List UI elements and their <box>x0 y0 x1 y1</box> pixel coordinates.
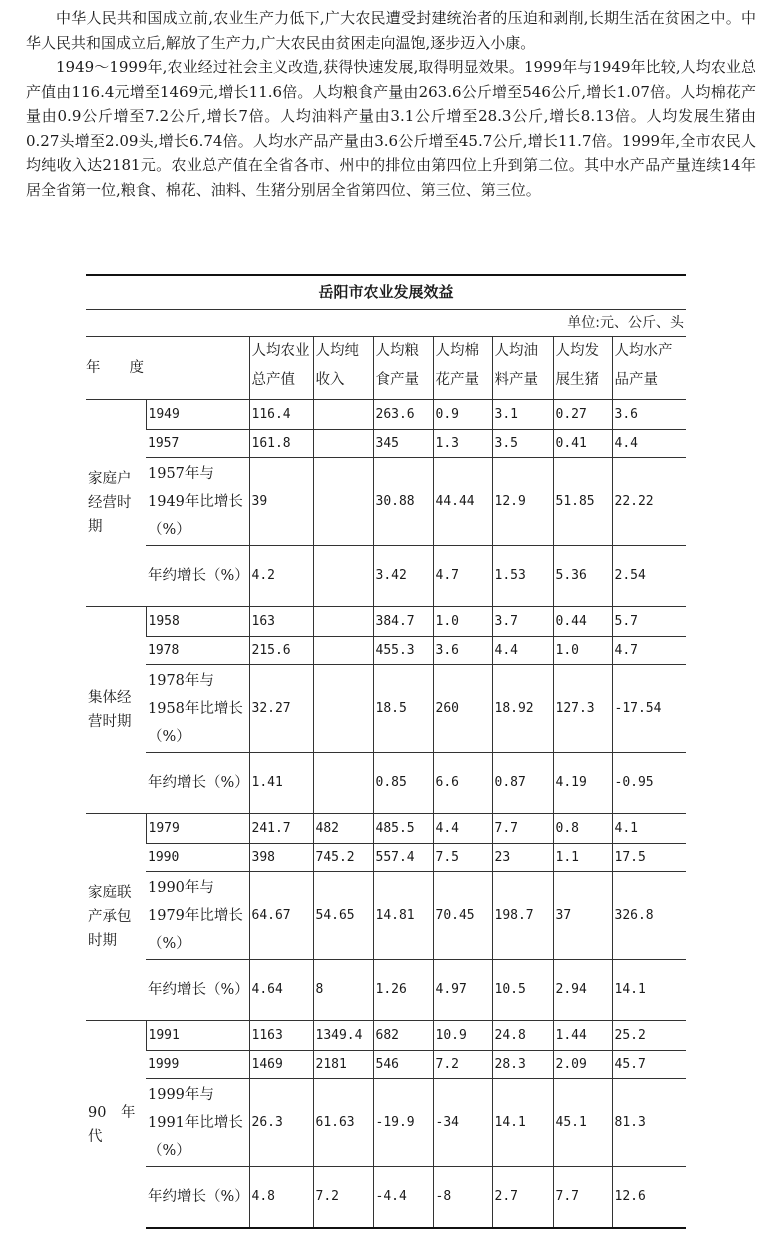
table-row <box>86 546 686 607</box>
table-cell: 2.7 <box>492 1167 553 1229</box>
row-label: 1979 <box>146 814 249 844</box>
table-row <box>86 665 686 753</box>
table-cell: 18.92 <box>492 665 553 753</box>
table-cell: 5.36 <box>553 546 612 607</box>
intro-paragraph-1: 中华人民共和国成立前,农业生产力低下,广大农民遭受封建统治者的压迫和剥削,长期生活在贫困之中。中华人民共和国成立后,解放了生产力,广大农民由贫困走向温饱,逐步迈入小康。 <box>26 9 756 52</box>
table-cell <box>313 665 373 753</box>
intro-text <box>26 6 756 202</box>
table-cell: 1349.4 <box>313 1021 373 1051</box>
table-cell: 26.3 <box>249 1079 313 1167</box>
table-cell: 1469 <box>249 1051 313 1079</box>
table-row <box>86 458 686 546</box>
table-cell: 17.5 <box>612 844 686 872</box>
table-cell: 0.44 <box>553 607 612 637</box>
table-cell: 22.22 <box>612 458 686 546</box>
row-label: 1978年与1958年比增长（%） <box>146 665 249 753</box>
table-cell: 260 <box>433 665 492 753</box>
intro-paragraph-2: 1949～1999年,农业经过社会主义改造,获得快速发展,取得明显效果。1999年与1949年比较,人均农业总产值由116.4元增至1469元,增长11.6倍。人均粮食产量由263.6公斤增至546公斤,增长1.07倍。人均棉花产量由0.9公斤增至7.2公斤,增长7倍。人均油料产量由3.1公斤增至28.3公斤,增长8.13倍。人均发展生猪由0.27头增至2.09头,增长6.74倍。人均水产品产量由3.6公斤增至45.7公斤,增长11.7倍。1999年,全市农民人均纯收入达2181元。农业总产值在全省各市、州中的排位由第四位上升到第二位。其中水产品产量连续14年居全省第一位,粮食、棉花、油料、生猪分别居全省第四位、第三位、第三位。 <box>26 58 756 199</box>
table-cell <box>313 753 373 814</box>
year-header: 年 度 <box>86 337 249 400</box>
table-cell: 4.19 <box>553 753 612 814</box>
table-header-row <box>86 337 686 400</box>
table-cell: 8 <box>313 960 373 1021</box>
table-cell: 37 <box>553 872 612 960</box>
table-cell <box>313 637 373 665</box>
table-cell: 455.3 <box>373 637 433 665</box>
table-cell: 10.9 <box>433 1021 492 1051</box>
row-label: 1991 <box>146 1021 249 1051</box>
table-cell: 0.27 <box>553 400 612 430</box>
table-cell: 1.0 <box>553 637 612 665</box>
table-cell: 14.1 <box>492 1079 553 1167</box>
table-cell: 18.5 <box>373 665 433 753</box>
table-cell: -0.95 <box>612 753 686 814</box>
table-cell: 2.09 <box>553 1051 612 1079</box>
table-cell: 1.0 <box>433 607 492 637</box>
column-header: 人均棉花产量 <box>433 337 492 400</box>
column-header: 人均农业总产值 <box>249 337 313 400</box>
column-header: 人均发展生猪 <box>553 337 612 400</box>
table-cell: 7.7 <box>553 1167 612 1229</box>
table-cell: 14.81 <box>373 872 433 960</box>
table-cell <box>313 458 373 546</box>
table-cell: 198.7 <box>492 872 553 960</box>
table-cell: 241.7 <box>249 814 313 844</box>
table-cell: 546 <box>373 1051 433 1079</box>
table-cell: 51.85 <box>553 458 612 546</box>
table-cell: 28.3 <box>492 1051 553 1079</box>
row-label: 年约增长（%） <box>146 753 249 814</box>
table-cell: 2.94 <box>553 960 612 1021</box>
table-cell: 4.2 <box>249 546 313 607</box>
table-cell: 25.2 <box>612 1021 686 1051</box>
table-cell: 64.67 <box>249 872 313 960</box>
table-cell: 0.85 <box>373 753 433 814</box>
table-cell: 54.65 <box>313 872 373 960</box>
table-cell: 39 <box>249 458 313 546</box>
table-cell: 1.53 <box>492 546 553 607</box>
table-cell: 4.4 <box>612 430 686 458</box>
table-row <box>86 844 686 872</box>
table-cell <box>313 546 373 607</box>
table-row <box>86 814 686 844</box>
row-label: 年约增长（%） <box>146 960 249 1021</box>
table-row <box>86 1021 686 1051</box>
table-cell: 557.4 <box>373 844 433 872</box>
table-cell: 3.6 <box>612 400 686 430</box>
table-cell: 485.5 <box>373 814 433 844</box>
table-cell: 745.2 <box>313 844 373 872</box>
table-row <box>86 1051 686 1079</box>
row-label: 1978 <box>146 637 249 665</box>
table-cell: -34 <box>433 1079 492 1167</box>
table-row <box>86 753 686 814</box>
table-cell: 7.5 <box>433 844 492 872</box>
table-cell: -19.9 <box>373 1079 433 1167</box>
table-cell <box>313 607 373 637</box>
table-cell: 4.64 <box>249 960 313 1021</box>
row-label: 1957 <box>146 430 249 458</box>
table-cell: 7.2 <box>313 1167 373 1229</box>
table-cell: 7.2 <box>433 1051 492 1079</box>
table-cell: 24.8 <box>492 1021 553 1051</box>
table-cell: 398 <box>249 844 313 872</box>
table-cell <box>313 400 373 430</box>
table-row <box>86 1079 686 1167</box>
row-label: 年约增长（%） <box>146 1167 249 1229</box>
table-cell: 81.3 <box>612 1079 686 1167</box>
table-cell: 0.41 <box>553 430 612 458</box>
table-cell: 1163 <box>249 1021 313 1051</box>
row-label: 1990年与1979年比增长（%） <box>146 872 249 960</box>
table-cell: 127.3 <box>553 665 612 753</box>
table-cell: 0.87 <box>492 753 553 814</box>
table-cell: 163 <box>249 607 313 637</box>
table-cell: 161.8 <box>249 430 313 458</box>
row-label: 1999 <box>146 1051 249 1079</box>
table-title: 岳阳市农业发展效益 <box>86 276 686 310</box>
table-row <box>86 872 686 960</box>
table-cell: 3.5 <box>492 430 553 458</box>
table-row <box>86 1167 686 1229</box>
table-cell: 44.44 <box>433 458 492 546</box>
row-label: 年约增长（%） <box>146 546 249 607</box>
table-cell: 3.1 <box>492 400 553 430</box>
table-cell: 0.8 <box>553 814 612 844</box>
table-cell: 12.6 <box>612 1167 686 1229</box>
table-cell: 70.45 <box>433 872 492 960</box>
table-cell: -4.4 <box>373 1167 433 1229</box>
table-cell <box>313 430 373 458</box>
row-label: 1990 <box>146 844 249 872</box>
table-cell: 2181 <box>313 1051 373 1079</box>
table-cell: -8 <box>433 1167 492 1229</box>
table-cell: 1.1 <box>553 844 612 872</box>
table-cell: 14.1 <box>612 960 686 1021</box>
table-cell: 1.26 <box>373 960 433 1021</box>
table-cell: 32.27 <box>249 665 313 753</box>
table-cell: 326.8 <box>612 872 686 960</box>
table-row <box>86 430 686 458</box>
table-cell: 682 <box>373 1021 433 1051</box>
table-cell: 116.4 <box>249 400 313 430</box>
table-cell: 345 <box>373 430 433 458</box>
table-cell: 1.3 <box>433 430 492 458</box>
table-cell: 482 <box>313 814 373 844</box>
row-label: 1958 <box>146 607 249 637</box>
table-cell: 1.44 <box>553 1021 612 1051</box>
agri-benefit-table <box>86 336 686 1229</box>
table-cell: 3.6 <box>433 637 492 665</box>
period-label: 90 年代 <box>86 1021 146 1229</box>
table-cell: 2.54 <box>612 546 686 607</box>
table-unit: 单位:元、公斤、头 <box>567 315 684 331</box>
table-cell: 4.7 <box>612 637 686 665</box>
table-row <box>86 637 686 665</box>
table-row <box>86 960 686 1021</box>
table-cell: 5.7 <box>612 607 686 637</box>
row-label: 1999年与1991年比增长（%） <box>146 1079 249 1167</box>
table-cell: 23 <box>492 844 553 872</box>
table-cell: 12.9 <box>492 458 553 546</box>
table-cell: 4.8 <box>249 1167 313 1229</box>
table-cell: 30.88 <box>373 458 433 546</box>
row-label: 1949 <box>146 400 249 430</box>
column-header: 人均油料产量 <box>492 337 553 400</box>
table-cell: 4.4 <box>433 814 492 844</box>
table-cell: 61.63 <box>313 1079 373 1167</box>
period-label: 家庭联产承包时期 <box>86 814 146 1021</box>
table-cell: 3.42 <box>373 546 433 607</box>
period-label: 家庭户经营时期 <box>86 400 146 607</box>
agri-benefit-table-block <box>86 274 686 1229</box>
table-cell: 384.7 <box>373 607 433 637</box>
table-cell: 6.6 <box>433 753 492 814</box>
table-cell: 263.6 <box>373 400 433 430</box>
table-row <box>86 400 686 430</box>
table-cell: 1.41 <box>249 753 313 814</box>
table-cell: 4.7 <box>433 546 492 607</box>
row-label: 1957年与1949年比增长（%） <box>146 458 249 546</box>
column-header: 人均粮食产量 <box>373 337 433 400</box>
column-header: 人均纯收入 <box>313 337 373 400</box>
table-cell: 10.5 <box>492 960 553 1021</box>
period-label: 集体经营时期 <box>86 607 146 814</box>
table-cell: 0.9 <box>433 400 492 430</box>
table-cell: 4.97 <box>433 960 492 1021</box>
table-cell: 45.1 <box>553 1079 612 1167</box>
table-cell: 3.7 <box>492 607 553 637</box>
table-cell: 215.6 <box>249 637 313 665</box>
table-cell: 45.7 <box>612 1051 686 1079</box>
table-cell: 4.4 <box>492 637 553 665</box>
column-header: 人均水产品产量 <box>612 337 686 400</box>
table-row <box>86 607 686 637</box>
table-cell: -17.54 <box>612 665 686 753</box>
table-cell: 7.7 <box>492 814 553 844</box>
table-cell: 4.1 <box>612 814 686 844</box>
